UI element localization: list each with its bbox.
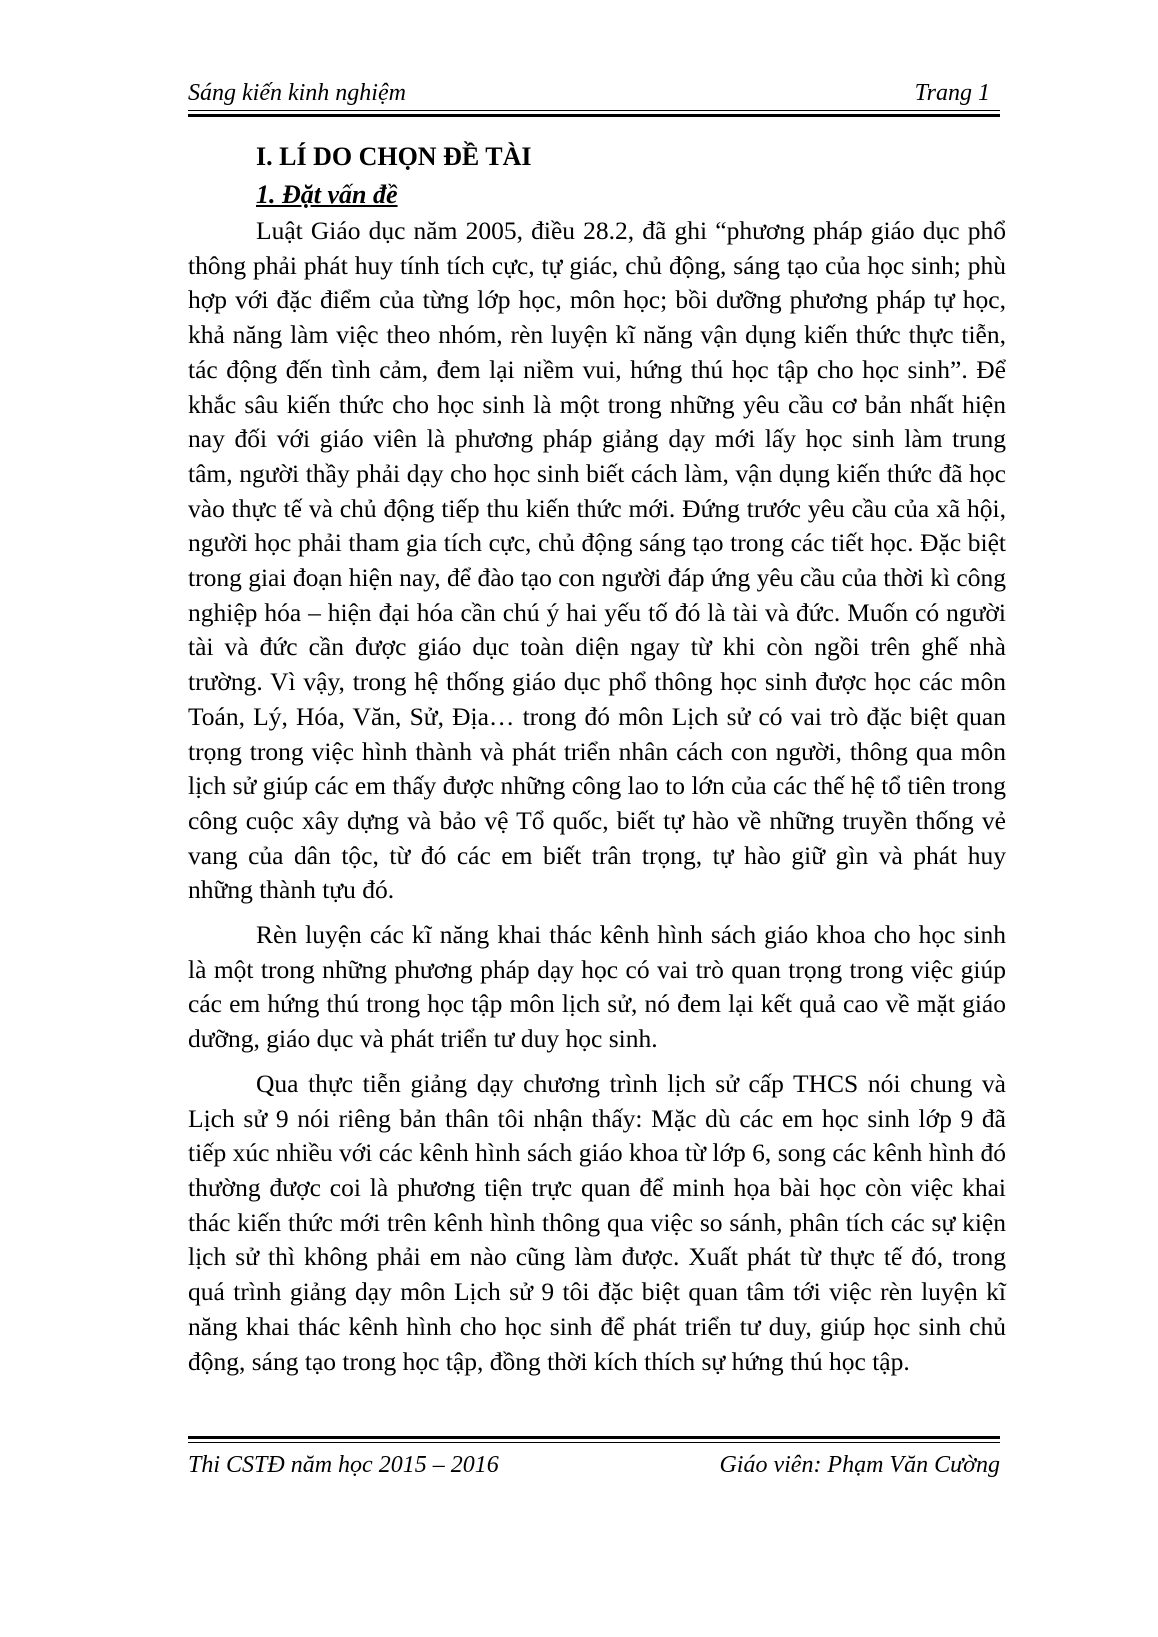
header-rule-thick — [188, 114, 1000, 117]
section-title: I. LÍ DO CHỌN ĐỀ TÀI — [256, 142, 532, 171]
subsection-title: 1. Đặt vấn đề — [256, 180, 398, 209]
body-paragraph: Qua thực tiễn giảng dạy chương trình lịch sử cấp THCS nói chung và Lịch sử 9 nói riêng bản thân tôi nhận thấy: Mặc dù các em học sinh lớp 9 đã tiếp xúc nhiều với các kênh hình sách giáo khoa từ lớp 6, song các kênh hình đó thường được coi là phương tiện trực quan để minh họa bài học còn việc khai thác kiến thức mới trên kênh hình thông qua việc so sánh, phân tích các sự kiện lịch sử thì không phải em nào cũng làm được. Xuất phát từ thực tế đó, trong quá trình giảng dạy môn Lịch sử 9 tôi đặc biệt quan tâm tới việc rèn luyện kĩ năng khai thác kênh hình cho học sinh để phát triển tư duy, giúp học sinh chủ động, sáng tạo trong học tập, đồng thời kích thích sự hứng thú học tập. — [188, 1068, 1006, 1376]
footer-rule-thick — [188, 1436, 1000, 1439]
header-page-number: Trang 1 — [914, 80, 990, 106]
footer-rule-thin — [188, 1442, 1000, 1443]
header-document-type: Sáng kiến kinh nghiệm — [188, 80, 406, 106]
footer-competition: Thi CSTĐ năm học 2015 – 2016 — [188, 1452, 499, 1478]
footer-teacher: Giáo viên: Phạm Văn Cường — [719, 1452, 1000, 1478]
page-footer — [188, 1436, 1000, 1486]
document-body — [188, 138, 1006, 1379]
body-paragraph: Rèn luyện các kĩ năng khai thác kênh hình sách giáo khoa cho học sinh là một trong những phương pháp dạy học có vai trò quan trọng trong việc giúp các em hứng thú trong học tập môn lịch sử, nó đem lại kết quả cao về mặt giáo dưỡng, giáo dục và phát triển tư duy học sinh. — [188, 920, 1006, 1054]
body-paragraph: Luật Giáo dục năm 2005, điều 28.2, đã ghi “phương pháp giáo dục phổ thông phải phát huy tính tích cực, tự giác, chủ động, sáng tạo của học sinh; phù hợp với đặc điểm của từng lớp học, môn học; bồi dưỡng phương pháp tự học, khả năng làm việc theo nhóm, rèn luyện kĩ năng vận dụng kiến thức thực tiễn, tác động đến tình cảm, đem lại niềm vui, hứng thú học tập cho học sinh”. Để khắc sâu kiến thức cho học sinh là một trong những yêu cầu cơ bản nhất hiện nay đối với giáo viên là phương pháp giảng dạy mới lấy học sinh làm trung tâm, người thầy phải dạy cho học sinh biết cách làm, vận dụng kiến thức đã học vào thực tế và chủ động tiếp thu kiến thức mới. Đứng trước yêu cầu của xã hội, người học phải tham gia tích cực, chủ động sáng tạo trong các tiết học. Đặc biệt trong giai đoạn hiện nay, để đào tạo con người đáp ứng yêu cầu của thời kì công nghiệp hóa – hiện đại hóa cần chú ý hai yếu tố đó là tài và đức. Muốn có người tài và đức cần được giáo dục toàn diện ngay từ khi còn ngồi trên ghế nhà trường. Vì vậy, trong hệ thống giáo dục phổ thông học sinh được học các môn Toán, Lý, Hóa, Văn, Sử, Địa… trong đó môn Lịch sử có vai trò đặc biệt quan trọng trong việc hình thành và phát triển nhân cách con người, thông qua môn lịch sử giúp các em thấy được những công lao to lớn của các thế hệ tổ tiên trong công cuộc xây dựng và bảo vệ Tổ quốc, biết tự hào về những truyền thống vẻ vang của dân tộc, từ đó các em biết trân trọng, tự hào giữ gìn và phát huy những thành tựu đó. — [188, 216, 1006, 905]
header-rule-thin — [188, 110, 1000, 111]
page-header — [188, 78, 1000, 118]
